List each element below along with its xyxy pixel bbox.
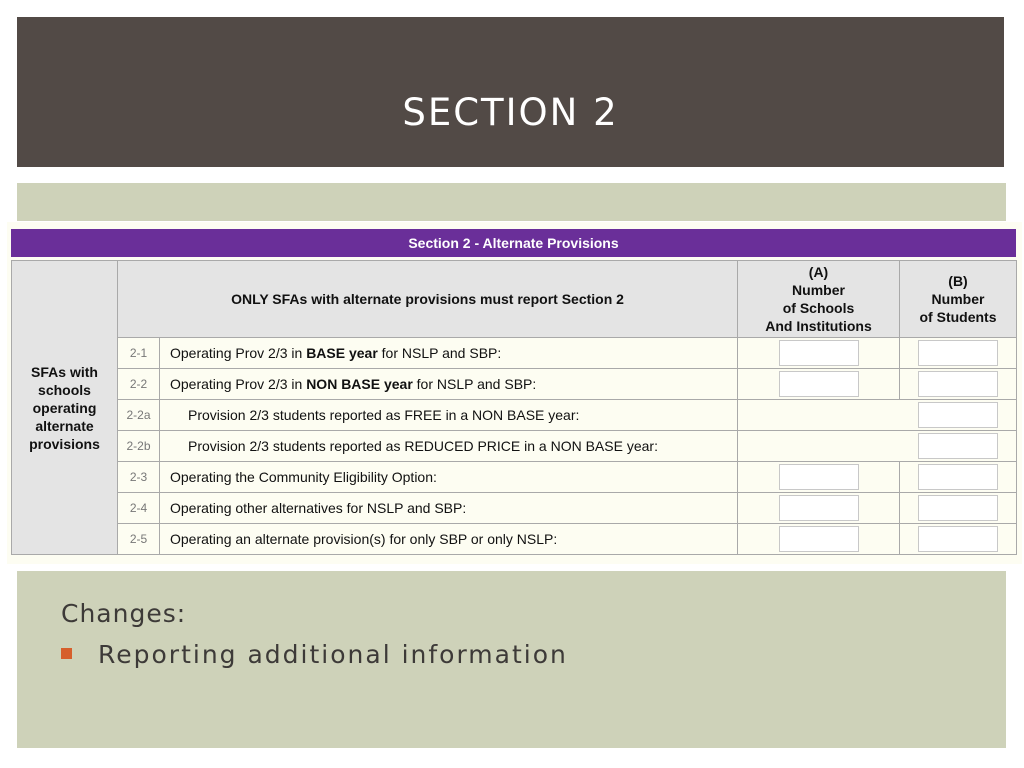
- schools-cell: [738, 524, 900, 555]
- schools-cell: [738, 462, 900, 493]
- table-row: [12, 431, 1017, 462]
- table-row: [12, 462, 1017, 493]
- table-header-row: [12, 261, 1017, 338]
- students-cell: [900, 462, 1017, 493]
- row-description-text: Operating Prov 2/3 in: [170, 345, 307, 361]
- changes-heading: Changes:: [61, 599, 187, 628]
- row-description: Operating other alternatives for NSLP and SBP:: [160, 493, 738, 524]
- schools-count-input[interactable]: [779, 340, 859, 366]
- table-row: [12, 338, 1017, 369]
- schools-cell-empty: [738, 431, 900, 462]
- students-cell: [900, 400, 1017, 431]
- table-row: [12, 524, 1017, 555]
- row-description: [160, 369, 738, 400]
- students-count-input[interactable]: [918, 495, 998, 521]
- students-count-input[interactable]: [918, 433, 998, 459]
- schools-count-input[interactable]: [779, 495, 859, 521]
- schools-count-input[interactable]: [779, 371, 859, 397]
- row-group-label-text: SFAs with schools operating alternate provisions: [29, 363, 100, 452]
- schools-cell: [738, 369, 900, 400]
- bullet-text: Reporting additional information: [98, 640, 568, 669]
- schools-cell-empty: [738, 400, 900, 431]
- row-description: [160, 338, 738, 369]
- students-cell: [900, 524, 1017, 555]
- schools-count-input[interactable]: [779, 464, 859, 490]
- students-cell: [900, 431, 1017, 462]
- row-description: Provision 2/3 students reported as REDUCED PRICE in a NON BASE year:: [160, 431, 738, 462]
- table-row: [12, 369, 1017, 400]
- square-bullet-icon: [61, 648, 72, 659]
- students-cell: [900, 369, 1017, 400]
- students-cell: [900, 338, 1017, 369]
- table-row: [12, 493, 1017, 524]
- form-section-header: Section 2 - Alternate Provisions: [11, 229, 1016, 257]
- row-description-text: Operating Prov 2/3 in: [170, 376, 307, 392]
- students-count-input[interactable]: [918, 402, 998, 428]
- students-count-input[interactable]: [918, 340, 998, 366]
- column-a-line1: Number: [792, 282, 845, 298]
- column-b-line2: of Students: [919, 309, 997, 325]
- row-description-bold: BASE year: [306, 345, 378, 361]
- row-number: 2-3: [118, 462, 160, 493]
- slide-title: SECTION 2: [402, 91, 619, 134]
- row-description-bold: NON BASE year: [306, 376, 413, 392]
- instruction-text: ONLY SFAs with alternate provisions must report Section 2: [231, 291, 624, 307]
- table-row: [12, 400, 1017, 431]
- instruction-cell: [118, 261, 738, 338]
- column-a-line2: of Schools: [782, 300, 855, 316]
- students-count-input[interactable]: [918, 371, 998, 397]
- row-description: Provision 2/3 students reported as FREE in a NON BASE year:: [160, 400, 738, 431]
- students-count-input[interactable]: [918, 526, 998, 552]
- alternate-provisions-table: [11, 260, 1017, 555]
- column-a-line3: And Institutions: [765, 318, 872, 334]
- column-a-letter: (A): [808, 264, 829, 280]
- row-description: Operating an alternate provision(s) for only SBP or only NSLP:: [160, 524, 738, 555]
- row-group-label: [12, 261, 118, 555]
- row-number: 2-2: [118, 369, 160, 400]
- column-b-letter: (B): [948, 273, 968, 289]
- students-cell: [900, 493, 1017, 524]
- row-number: 2-5: [118, 524, 160, 555]
- row-number: 2-1: [118, 338, 160, 369]
- column-b-header: [900, 261, 1017, 338]
- sage-top-band: [17, 183, 1006, 221]
- title-band: [17, 17, 1004, 167]
- schools-cell: [738, 493, 900, 524]
- row-description: Operating the Community Eligibility Option:: [160, 462, 738, 493]
- row-number: 2-2a: [118, 400, 160, 431]
- column-a-header: [738, 261, 900, 338]
- students-count-input[interactable]: [918, 464, 998, 490]
- schools-cell: [738, 338, 900, 369]
- row-number: 2-4: [118, 493, 160, 524]
- row-number: 2-2b: [118, 431, 160, 462]
- schools-count-input[interactable]: [779, 526, 859, 552]
- column-b-line1: Number: [931, 291, 985, 307]
- row-description-text-end: for NSLP and SBP:: [377, 345, 502, 361]
- bullet-item: [61, 640, 568, 669]
- row-description-text-end: for NSLP and SBP:: [412, 376, 537, 392]
